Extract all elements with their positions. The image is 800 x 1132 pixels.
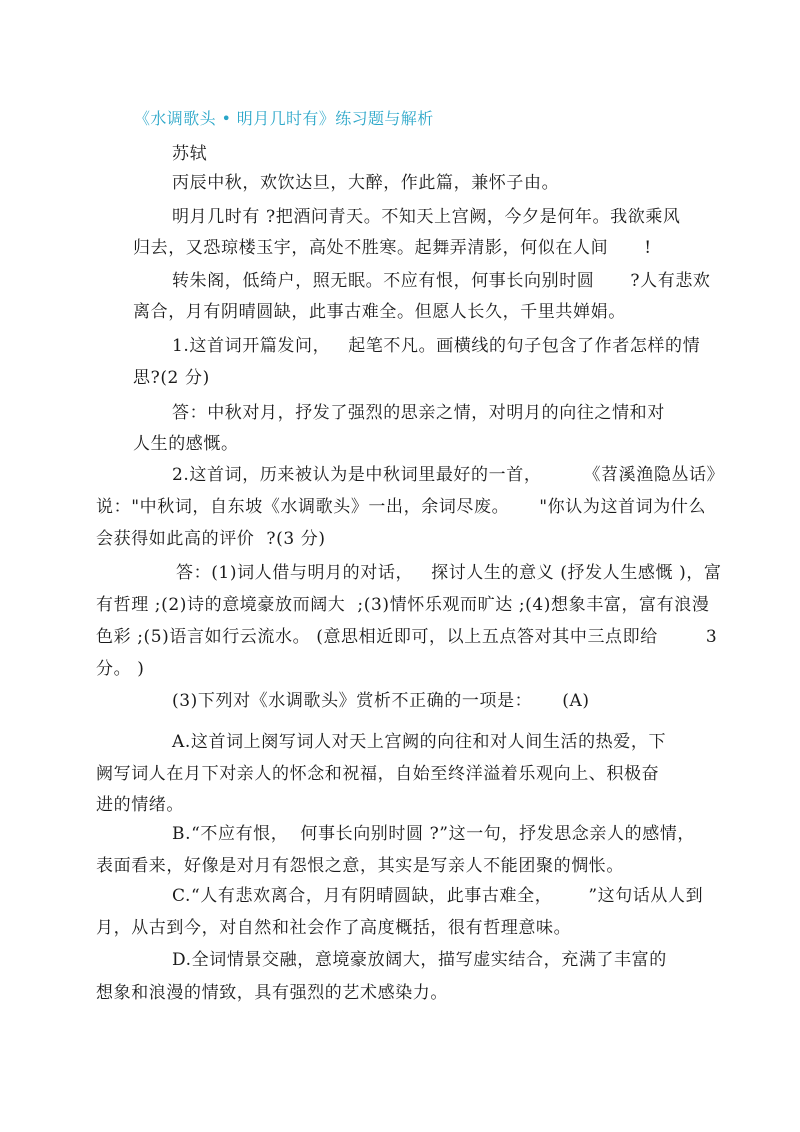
option-c: C.“人有悲欢离合，月有阴晴圆缺，此事古难全， ”这句话从人到 xyxy=(172,886,704,906)
option-c: 月，从古到今，对自然和社会作了高度概括，很有哲理意味。 xyxy=(96,918,572,938)
option-d: 想象和浪漫的情致，具有强烈的艺术感染力。 xyxy=(96,983,448,1003)
question-1-answer: 人生的感慨。 xyxy=(133,434,239,454)
question-2-text: 会获得如此高的评价 ?(3 分) xyxy=(96,529,326,549)
question-2-answer: 分。 ) xyxy=(96,659,145,679)
question-1-text: 1.这首词开篇发问， 起笔不凡。画横线的句子包含了作者怎样的情 xyxy=(172,336,701,356)
option-d: D.全词情景交融，意境豪放阔大，描写虚实结合，充满了丰富的 xyxy=(172,950,667,970)
option-b: 表面看来，好像是对月有怨恨之意，其实是写亲人不能团聚的惆怅。 xyxy=(96,856,624,876)
question-1-answer: 答：中秋对月，抒发了强烈的思亲之情，对明月的向往之情和对 xyxy=(172,403,665,423)
question-2-answer: 有哲理 ;(2)诗的意境豪放而阔大 ;(3)情怀乐观而旷达 ;(4)想象丰富，富有浪漫 xyxy=(96,595,710,615)
poem-line: 转朱阁，低绮户，照无眠。不应有恨，何事长向别时圆 ?人有悲欢 xyxy=(172,271,711,291)
option-a: 进的情绪。 xyxy=(96,795,184,815)
question-2-text: 2.这首词，历来被认为是中秋词里最好的一首， 《苕溪渔隐丛话》 xyxy=(172,465,725,485)
poem-line: 归去，又恐琼楼玉宇，高处不胜寒。起舞弄清影，何似在人间 ! xyxy=(133,238,652,258)
document-title: 《水调歌头 • 明月几时有》练习题与解析 xyxy=(134,109,434,128)
question-3-text: (3)下列对《水调歌头》赏析不正确的一项是： (A) xyxy=(172,691,590,711)
question-2-text: 说："中秋词，自东坡《水调歌头》一出，余词尽废。 "你认为这首词为什么 xyxy=(96,497,707,517)
poem-line: 明月几时有 ?把酒问青天。不知天上宫阙，今夕是何年。我欲乘风 xyxy=(172,207,681,227)
option-a: A.这首词上阕写词人对天上宫阙的向往和对人间生活的热爱，下 xyxy=(172,732,667,752)
option-a: 阙写词人在月下对亲人的怀念和祝福，自始至终洋溢着乐观向上、积极奋 xyxy=(96,764,660,784)
question-2-answer: 色彩 ;(5)语言如行云流水。 (意思相近即可，以上五点答对其中三点即给 3 xyxy=(96,627,718,647)
option-b: B.“不应有恨， 何事长向别时圆 ?”这一句，抒发思念亲人的感情， xyxy=(172,824,696,844)
poem-line: 离合，月有阴晴圆缺，此事古难全。但愿人长久，千里共婵娟。 xyxy=(133,302,626,322)
question-1-text: 思?(2 分) xyxy=(133,368,210,388)
poem-author: 苏轼 xyxy=(172,144,208,164)
poem-preface: 丙辰中秋，欢饮达旦，大醉，作此篇，兼怀子由。 xyxy=(172,173,560,193)
question-2-answer: 答：(1)词人借与明月的对话， 探讨人生的意义 (抒发人生感慨 )，富 xyxy=(176,563,722,583)
